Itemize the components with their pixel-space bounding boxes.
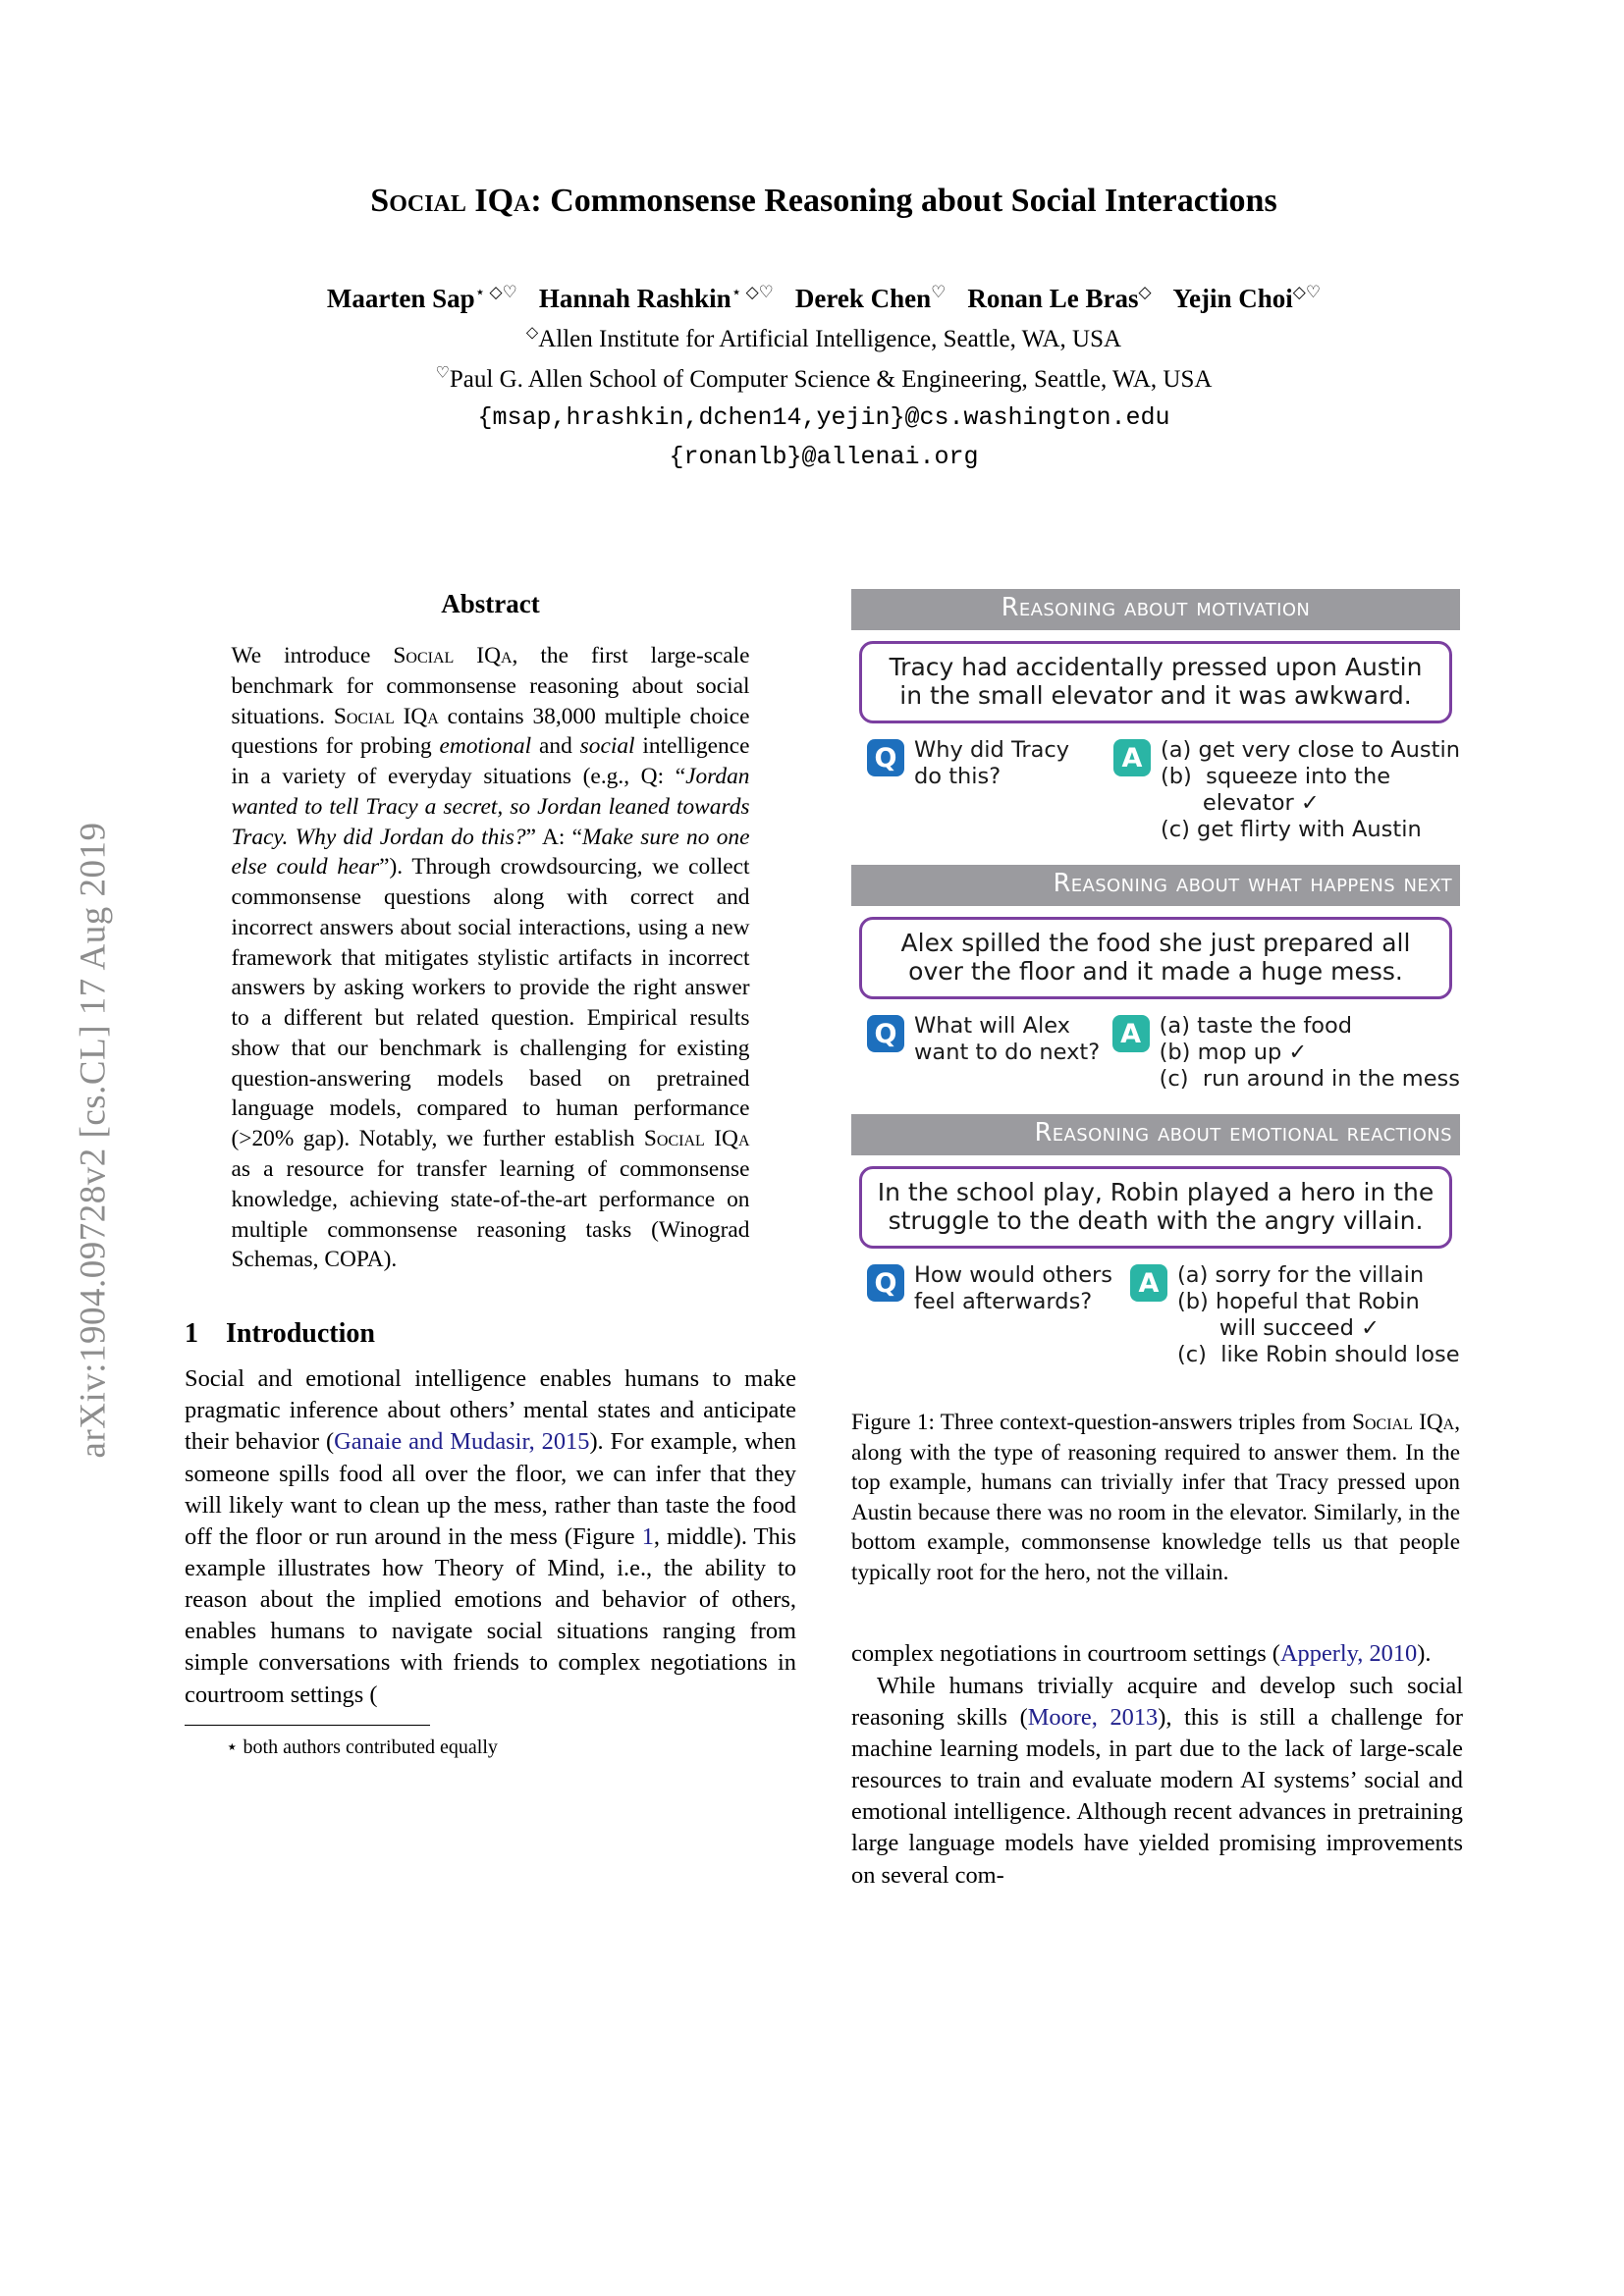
- affiliation-mark: ♡: [435, 364, 450, 382]
- question-block: [867, 1013, 1112, 1093]
- question-line: want to do next?: [914, 1040, 1101, 1065]
- abstract-italic: social: [579, 733, 635, 760]
- author-name: Yejin Choi: [1172, 283, 1293, 313]
- answer-option: (b) mop up ✓: [1159, 1040, 1308, 1065]
- abstract-smallcaps: Social IQa: [333, 703, 439, 729]
- answer-option: (b) hopeful that Robin: [1177, 1289, 1420, 1314]
- intro-text-cont: complex negotiations in courtroom settings (: [851, 1640, 1280, 1668]
- answer-options: [1161, 737, 1460, 843]
- question-badge-icon: Q: [867, 1264, 904, 1302]
- figure-reference[interactable]: 1: [641, 1522, 654, 1550]
- affiliation-line: [185, 362, 1463, 397]
- author-marks: ⋆ ◇♡: [474, 282, 517, 301]
- answer-option: (c) like Robin should lose: [1177, 1342, 1460, 1367]
- panel-qa-row: [867, 1013, 1460, 1093]
- answer-option: elevator ✓: [1160, 790, 1320, 816]
- abstract-smallcaps: Social IQa: [393, 643, 513, 668]
- abstract-heading: Abstract: [441, 589, 540, 618]
- footnote-divider: [185, 1725, 430, 1726]
- caption-label: Figure 1:: [851, 1410, 941, 1435]
- citation-ganaie[interactable]: Ganaie and Mudasir, 2015: [334, 1428, 590, 1456]
- panel-banner: Reasoning about emotional reactions: [851, 1114, 1460, 1155]
- question-line: feel afterwards?: [914, 1289, 1093, 1314]
- author-entry: [967, 284, 1151, 313]
- intro-paragraph-2: [851, 1671, 1463, 1892]
- question-badge-icon: Q: [867, 739, 904, 776]
- paper-page: [185, 0, 1463, 2296]
- answer-block: [1130, 1262, 1460, 1368]
- intro2-text-b: ), this is still a challenge for machine learning models, in part due to the lack of large-scale resources to train and evaluate modern AI systems’ social and emotional intelligence. Although recent advances in pretraining large language models have yielded promising improvements on several com-: [851, 1703, 1463, 1889]
- intro-text-a: Social and emotional intelligence enables humans to make pragmatic inference about others’ mental states and anticipate their behavior (: [185, 1365, 796, 1456]
- panel-context: In the school play, Robin played a hero in the struggle to the death with the angry villain.: [859, 1166, 1452, 1250]
- question-badge-icon: Q: [867, 1015, 904, 1052]
- title-rest: : Commonsense Reasoning about Social Interactions: [530, 183, 1277, 219]
- abstract-italic: emotional: [439, 733, 532, 760]
- abstract-italic: Jordan wanted to tell Tracy a secret, so Jordan leaned towards Tracy. Why did Jordan do this?: [231, 764, 750, 850]
- question-block: [867, 1262, 1130, 1368]
- author-list: [185, 281, 1463, 316]
- arxiv-stamp: arXiv:1904.09728v2 [cs.CL] 17 Aug 2019: [73, 822, 114, 1459]
- question-line: do this?: [914, 764, 1001, 789]
- answer-option: (c) get flirty with Austin: [1160, 817, 1422, 842]
- answer-badge-icon: A: [1130, 1264, 1167, 1302]
- section-title: Introduction: [226, 1318, 375, 1350]
- question-text: [914, 1262, 1112, 1315]
- author-marks: ♡: [931, 282, 947, 301]
- affiliation-text: Allen Institute for Artificial Intelligence, Seattle, WA, USA: [538, 326, 1122, 353]
- answer-option: (a) get very close to Austin: [1160, 737, 1460, 763]
- answer-option: will succeed ✓: [1177, 1315, 1380, 1341]
- question-line: How would others: [914, 1262, 1113, 1288]
- question-text: [914, 1013, 1100, 1066]
- author-name: Maarten Sap: [326, 283, 475, 313]
- question-block: [867, 737, 1113, 843]
- answer-option: (a) sorry for the villain: [1177, 1262, 1425, 1288]
- section-number: 1: [185, 1318, 198, 1350]
- panel-qa-row: [867, 737, 1460, 843]
- email-line: {msap,hrashkin,dchen14,yejin}@cs.washington.edu: [477, 403, 1170, 433]
- answer-options: [1177, 1262, 1460, 1368]
- author-marks: ◇♡: [1292, 282, 1322, 301]
- answer-option: (a) taste the food: [1159, 1013, 1353, 1039]
- panel-banner: Reasoning about motivation: [851, 589, 1460, 630]
- answer-badge-icon: A: [1113, 739, 1151, 776]
- question-text: [914, 737, 1069, 790]
- intro-text-d: ).: [1417, 1640, 1432, 1668]
- intro-text-c: , middle). This example illustrates how Theory of Mind, i.e., the ability to reason about the implied emotions and behavior of others, enables humans to navigate social situations ranging from simple conversations with friends to complex negotiations in courtroom settings (: [185, 1522, 796, 1708]
- affiliation-text: Paul G. Allen School of Computer Science & Engineering, Seattle, WA, USA: [449, 366, 1213, 394]
- question-line: Why did Tracy: [914, 737, 1070, 763]
- figure-caption: [851, 1408, 1460, 1587]
- figure-panel-motivation: [851, 589, 1460, 843]
- intro-text-b: ). For example, when someone spills food all over the floor, we can infer that they will likely want to clean up the mess, rather than taste the food off the floor or run around in the mess (Figure: [185, 1428, 796, 1550]
- section-heading-introduction: [185, 1318, 796, 1350]
- abstract-italic: Make sure no one else could hear: [231, 824, 750, 881]
- caption-a: Three context-question-answers triples from: [940, 1410, 1353, 1435]
- page-title: [185, 182, 1463, 222]
- figure-panel-emotional-reactions: [851, 1114, 1460, 1368]
- intro2-text-a: While humans trivially acquire and develop such social reasoning skills (: [851, 1672, 1463, 1731]
- author-entry: [327, 284, 517, 313]
- author-name: Hannah Rashkin: [538, 283, 731, 313]
- panel-qa-row: [867, 1262, 1460, 1368]
- answer-block: [1113, 737, 1460, 843]
- panel-context: Tracy had accidentally pressed upon Austin in the small elevator and it was awkward.: [859, 641, 1452, 724]
- answer-options: [1160, 1013, 1460, 1093]
- citation-moore[interactable]: Moore, 2013: [1027, 1703, 1159, 1731]
- abstract-text: We introduce Social IQa, the first large-scale benchmark for commonsense reasoning about social situations. Social IQa contains 38,000 multiple choice questions for probing emotional and social intelligence in a variety of everyday situations (e.g., Q: “Jordan wanted to tell Tracy a secret, so Jordan leaned towards Tracy. Why did Jordan do this?” A: “Make sure no one else could hear”). Through crowdsourcing, we collect commonsense questions along with correct and incorrect answers about social interactions, using a new framework that mitigates stylistic artifacts in incorrect answers by asking workers to provide the right answer to a different but related question. Empirical results show that our benchmark is challenging for existing question-answering models based on pretrained language models, compared to human performance (>20% gap). Notably, we further establish Social IQa as a resource for transfer learning of commonsense knowledge, achieving state-of-the-art performance on multiple commonsense reasoning tasks (Winograd Schemas, COPA).: [231, 643, 750, 1273]
- author-entry: [1173, 284, 1322, 313]
- question-line: What will Alex: [914, 1013, 1070, 1039]
- author-name: Derek Chen: [794, 283, 932, 313]
- author-marks: ⋆ ◇♡: [731, 282, 774, 301]
- email-line: {ronanlb}@allenai.org: [669, 443, 979, 472]
- title-smallcaps: Social IQa: [370, 183, 531, 219]
- figure-1: [851, 589, 1460, 1587]
- intro-paragraph-1: [185, 1363, 796, 1711]
- author-name: Ronan Le Bras: [967, 283, 1139, 313]
- footnote-text: ⋆ both authors contributed equally: [226, 1735, 498, 1758]
- figure-panel-what-happens-next: [851, 865, 1460, 1093]
- panel-banner: Reasoning about what happens next: [851, 865, 1460, 906]
- affiliation-mark: ◇: [525, 324, 539, 342]
- caption-smallcaps: Social IQa: [1352, 1410, 1455, 1435]
- abstract-smallcaps: Social IQa: [643, 1126, 750, 1152]
- left-column: [185, 589, 796, 1892]
- body-columns: [185, 589, 1463, 1892]
- answer-block: [1112, 1013, 1460, 1093]
- caption-b: , along with the type of reasoning required to answer them. In the top example, humans can trivially infer that Tracy pressed upon Austin because there was no room in the elevator. Similarly, in the bottom example, commonsense knowledge tells us that people typically root for the hero, not the villain.: [851, 1410, 1460, 1585]
- author-entry: [539, 284, 774, 313]
- citation-apperly[interactable]: Apperly, 2010: [1279, 1640, 1418, 1668]
- author-entry: [795, 284, 947, 313]
- affiliation-line: [185, 322, 1463, 356]
- answer-badge-icon: A: [1112, 1015, 1150, 1052]
- panel-context: Alex spilled the food she just prepared all over the floor and it made a huge mess.: [859, 917, 1452, 1000]
- author-marks: ◇: [1138, 282, 1152, 301]
- answer-option: (b) squeeze into the: [1160, 764, 1391, 789]
- right-column: [851, 589, 1463, 1892]
- intro-paragraph-1-cont: [851, 1638, 1463, 1670]
- answer-option: (c) run around in the mess: [1159, 1066, 1460, 1092]
